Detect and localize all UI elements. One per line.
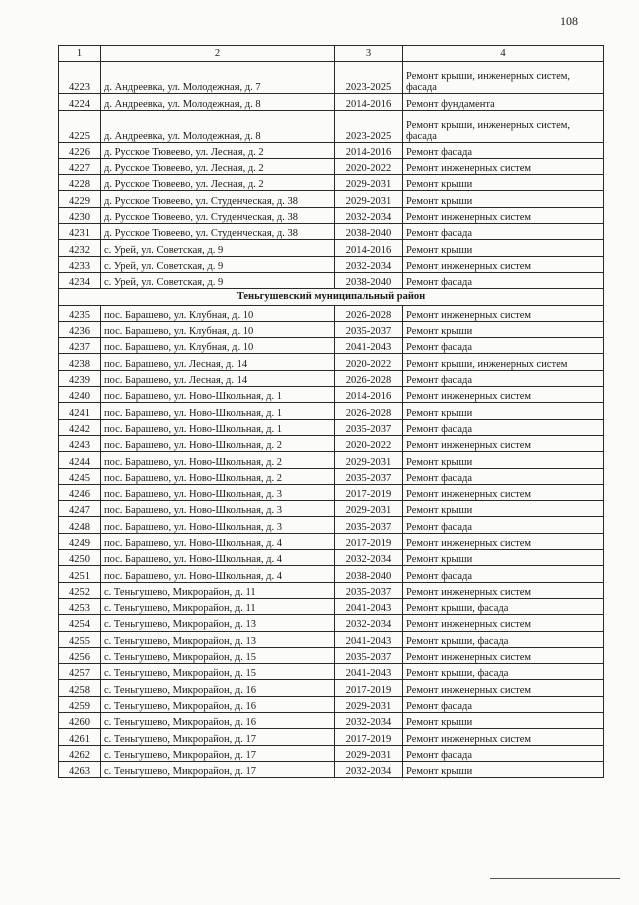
work-type-cell: Ремонт инженерных систем xyxy=(403,387,604,403)
table-row xyxy=(59,435,604,451)
row-number: 4249 xyxy=(59,533,101,549)
address-cell: с. Теньгушево, Микрорайон, д. 11 xyxy=(101,582,335,598)
period-cell: 2032-2034 xyxy=(335,761,403,777)
address-cell: пос. Барашево, ул. Ново-Школьная, д. 4 xyxy=(101,533,335,549)
period-cell: 2041-2043 xyxy=(335,664,403,680)
row-number: 4237 xyxy=(59,338,101,354)
row-number: 4231 xyxy=(59,224,101,240)
address-cell: с. Теньгушево, Микрорайон, д. 17 xyxy=(101,745,335,761)
address-cell: д. Русское Тювеево, ул. Лесная, д. 2 xyxy=(101,158,335,174)
row-number: 4228 xyxy=(59,175,101,191)
work-type-cell: Ремонт фасада xyxy=(403,272,604,288)
address-cell: пос. Барашево, ул. Клубная, д. 10 xyxy=(101,305,335,321)
work-type-cell: Ремонт инженерных систем xyxy=(403,680,604,696)
table-row xyxy=(59,387,604,403)
work-type-cell: Ремонт крыши, инженерных систем xyxy=(403,354,604,370)
work-type-cell: Ремонт крыши xyxy=(403,403,604,419)
work-type-cell: Ремонт инженерных систем xyxy=(403,582,604,598)
period-cell: 2017-2019 xyxy=(335,680,403,696)
page-number: 108 xyxy=(560,14,578,28)
work-type-cell: Ремонт крыши xyxy=(403,191,604,207)
row-number: 4242 xyxy=(59,419,101,435)
period-cell: 2035-2037 xyxy=(335,468,403,484)
table-row xyxy=(59,110,604,142)
work-type-cell: Ремонт фасада xyxy=(403,696,604,712)
work-type-cell: Ремонт инженерных систем xyxy=(403,305,604,321)
table-row xyxy=(59,468,604,484)
table-row xyxy=(59,550,604,566)
period-cell: 2020-2022 xyxy=(335,354,403,370)
row-number: 4245 xyxy=(59,468,101,484)
address-cell: пос. Барашево, ул. Клубная, д. 10 xyxy=(101,321,335,337)
repair-schedule-table xyxy=(58,45,604,778)
row-number: 4246 xyxy=(59,484,101,500)
period-cell: 2035-2037 xyxy=(335,419,403,435)
address-cell: с. Теньгушево, Микрорайон, д. 13 xyxy=(101,615,335,631)
address-cell: д. Русское Тювеево, ул. Студенческая, д. 38 xyxy=(101,191,335,207)
row-number: 4238 xyxy=(59,354,101,370)
table-row xyxy=(59,631,604,647)
row-number: 4227 xyxy=(59,158,101,174)
work-type-cell: Ремонт фасада xyxy=(403,745,604,761)
table-row xyxy=(59,175,604,191)
row-number: 4253 xyxy=(59,598,101,614)
row-number: 4250 xyxy=(59,550,101,566)
address-cell: пос. Барашево, ул. Лесная, д. 14 xyxy=(101,354,335,370)
table-row xyxy=(59,501,604,517)
period-cell: 2026-2028 xyxy=(335,403,403,419)
table-row xyxy=(59,745,604,761)
period-cell: 2023-2025 xyxy=(335,62,403,94)
table-row xyxy=(59,305,604,321)
table-row xyxy=(59,142,604,158)
work-type-cell: Ремонт фундамента xyxy=(403,94,604,110)
address-cell: пос. Барашево, ул. Ново-Школьная, д. 3 xyxy=(101,501,335,517)
row-number: 4236 xyxy=(59,321,101,337)
period-cell: 2014-2016 xyxy=(335,94,403,110)
period-cell: 2029-2031 xyxy=(335,745,403,761)
table-row xyxy=(59,598,604,614)
table-row xyxy=(59,484,604,500)
table-row xyxy=(59,696,604,712)
period-cell: 2029-2031 xyxy=(335,191,403,207)
address-cell: пос. Барашево, ул. Ново-Школьная, д. 4 xyxy=(101,550,335,566)
work-type-cell: Ремонт инженерных систем xyxy=(403,484,604,500)
period-cell: 2029-2031 xyxy=(335,501,403,517)
table-row xyxy=(59,452,604,468)
period-cell: 2014-2016 xyxy=(335,142,403,158)
row-number: 4241 xyxy=(59,403,101,419)
rows-before-district xyxy=(59,62,604,289)
address-cell: пос. Барашево, ул. Ново-Школьная, д. 2 xyxy=(101,452,335,468)
row-number: 4258 xyxy=(59,680,101,696)
address-cell: пос. Барашево, ул. Ново-Школьная, д. 1 xyxy=(101,403,335,419)
work-type-cell: Ремонт фасада xyxy=(403,468,604,484)
column-number: 4 xyxy=(403,46,604,62)
period-cell: 2038-2040 xyxy=(335,566,403,582)
work-type-cell: Ремонт фасада xyxy=(403,224,604,240)
address-cell: с. Урей, ул. Советская, д. 9 xyxy=(101,240,335,256)
table-row xyxy=(59,419,604,435)
row-number: 4233 xyxy=(59,256,101,272)
work-type-cell: Ремонт фасада xyxy=(403,338,604,354)
table-row xyxy=(59,664,604,680)
work-type-cell: Ремонт крыши, инженерных систем, фасада xyxy=(403,62,604,94)
table-row xyxy=(59,256,604,272)
row-number: 4244 xyxy=(59,452,101,468)
period-cell: 2038-2040 xyxy=(335,224,403,240)
rows-after-district xyxy=(59,305,604,778)
table-row xyxy=(59,272,604,288)
address-cell: с. Теньгушево, Микрорайон, д. 15 xyxy=(101,664,335,680)
address-cell: д. Андреевка, ул. Молодежная, д. 8 xyxy=(101,110,335,142)
row-number: 4254 xyxy=(59,615,101,631)
work-type-cell: Ремонт крыши, фасада xyxy=(403,664,604,680)
address-cell: пос. Барашево, ул. Ново-Школьная, д. 2 xyxy=(101,435,335,451)
address-cell: с. Теньгушево, Микрорайон, д. 17 xyxy=(101,761,335,777)
period-cell: 2014-2016 xyxy=(335,240,403,256)
period-cell: 2014-2016 xyxy=(335,387,403,403)
work-type-cell: Ремонт инженерных систем xyxy=(403,435,604,451)
district-heading-row xyxy=(59,289,604,305)
row-number: 4226 xyxy=(59,142,101,158)
period-cell: 2035-2037 xyxy=(335,647,403,663)
row-number: 4256 xyxy=(59,647,101,663)
address-cell: с. Теньгушево, Микрорайон, д. 11 xyxy=(101,598,335,614)
row-number: 4259 xyxy=(59,696,101,712)
period-cell: 2032-2034 xyxy=(335,712,403,728)
address-cell: пос. Барашево, ул. Ново-Школьная, д. 3 xyxy=(101,517,335,533)
period-cell: 2020-2022 xyxy=(335,435,403,451)
address-cell: пос. Барашево, ул. Ново-Школьная, д. 1 xyxy=(101,419,335,435)
work-type-cell: Ремонт крыши xyxy=(403,712,604,728)
address-cell: с. Теньгушево, Микрорайон, д. 17 xyxy=(101,729,335,745)
address-cell: пос. Барашево, ул. Ново-Школьная, д. 3 xyxy=(101,484,335,500)
table-row xyxy=(59,158,604,174)
period-cell: 2035-2037 xyxy=(335,582,403,598)
period-cell: 2029-2031 xyxy=(335,452,403,468)
work-type-cell: Ремонт крыши xyxy=(403,550,604,566)
row-number: 4232 xyxy=(59,240,101,256)
table-row xyxy=(59,191,604,207)
table-row xyxy=(59,321,604,337)
column-number: 2 xyxy=(101,46,335,62)
table-row xyxy=(59,62,604,94)
work-type-cell: Ремонт фасада xyxy=(403,517,604,533)
address-cell: с. Теньгушево, Микрорайон, д. 16 xyxy=(101,696,335,712)
address-cell: с. Теньгушево, Микрорайон, д. 13 xyxy=(101,631,335,647)
period-cell: 2032-2034 xyxy=(335,550,403,566)
period-cell: 2017-2019 xyxy=(335,484,403,500)
period-cell: 2041-2043 xyxy=(335,338,403,354)
work-type-cell: Ремонт крыши xyxy=(403,321,604,337)
address-cell: д. Русское Тювеево, ул. Студенческая, д. 38 xyxy=(101,224,335,240)
row-number: 4230 xyxy=(59,207,101,223)
row-number: 4252 xyxy=(59,582,101,598)
period-cell: 2041-2043 xyxy=(335,631,403,647)
address-cell: с. Урей, ул. Советская, д. 9 xyxy=(101,256,335,272)
table-row xyxy=(59,207,604,223)
period-cell: 2038-2040 xyxy=(335,272,403,288)
table-row xyxy=(59,370,604,386)
address-cell: пос. Барашево, ул. Лесная, д. 14 xyxy=(101,370,335,386)
work-type-cell: Ремонт инженерных систем xyxy=(403,729,604,745)
row-number: 4251 xyxy=(59,566,101,582)
address-cell: д. Андреевка, ул. Молодежная, д. 8 xyxy=(101,94,335,110)
period-cell: 2035-2037 xyxy=(335,321,403,337)
work-type-cell: Ремонт инженерных систем xyxy=(403,533,604,549)
table-row xyxy=(59,615,604,631)
row-number: 4248 xyxy=(59,517,101,533)
table-row xyxy=(59,517,604,533)
period-cell: 2017-2019 xyxy=(335,533,403,549)
row-number: 4261 xyxy=(59,729,101,745)
period-cell: 2032-2034 xyxy=(335,615,403,631)
work-type-cell: Ремонт крыши xyxy=(403,240,604,256)
row-number: 4243 xyxy=(59,435,101,451)
work-type-cell: Ремонт фасада xyxy=(403,419,604,435)
row-number: 4247 xyxy=(59,501,101,517)
table-row xyxy=(59,680,604,696)
row-number: 4262 xyxy=(59,745,101,761)
table-row xyxy=(59,712,604,728)
address-cell: пос. Барашево, ул. Ново-Школьная, д. 2 xyxy=(101,468,335,484)
work-type-cell: Ремонт фасада xyxy=(403,142,604,158)
work-type-cell: Ремонт крыши xyxy=(403,501,604,517)
column-number-row xyxy=(59,46,604,62)
table-row xyxy=(59,403,604,419)
work-type-cell: Ремонт крыши xyxy=(403,175,604,191)
row-number: 4239 xyxy=(59,370,101,386)
row-number: 4255 xyxy=(59,631,101,647)
work-type-cell: Ремонт фасада xyxy=(403,370,604,386)
address-cell: с. Теньгушево, Микрорайон, д. 16 xyxy=(101,680,335,696)
table-row xyxy=(59,761,604,777)
work-type-cell: Ремонт крыши xyxy=(403,452,604,468)
address-cell: с. Теньгушево, Микрорайон, д. 15 xyxy=(101,647,335,663)
district-heading: Теньгушевский муниципальный район xyxy=(59,289,604,305)
address-cell: с. Теньгушево, Микрорайон, д. 16 xyxy=(101,712,335,728)
period-cell: 2032-2034 xyxy=(335,256,403,272)
column-number: 3 xyxy=(335,46,403,62)
table-row xyxy=(59,729,604,745)
address-cell: с. Урей, ул. Советская, д. 9 xyxy=(101,272,335,288)
address-cell: д. Андреевка, ул. Молодежная, д. 7 xyxy=(101,62,335,94)
period-cell: 2041-2043 xyxy=(335,598,403,614)
table-row xyxy=(59,354,604,370)
table-row xyxy=(59,566,604,582)
work-type-cell: Ремонт крыши, фасада xyxy=(403,598,604,614)
work-type-cell: Ремонт крыши, инженерных систем, фасада xyxy=(403,110,604,142)
table-row xyxy=(59,240,604,256)
period-cell: 2020-2022 xyxy=(335,158,403,174)
period-cell: 2023-2025 xyxy=(335,110,403,142)
row-number: 4263 xyxy=(59,761,101,777)
period-cell: 2029-2031 xyxy=(335,696,403,712)
page-edge-line xyxy=(490,878,620,879)
address-cell: д. Русское Тювеево, ул. Студенческая, д. 38 xyxy=(101,207,335,223)
work-type-cell: Ремонт инженерных систем xyxy=(403,615,604,631)
period-cell: 2029-2031 xyxy=(335,175,403,191)
work-type-cell: Ремонт инженерных систем xyxy=(403,256,604,272)
work-type-cell: Ремонт крыши xyxy=(403,761,604,777)
table-row xyxy=(59,338,604,354)
work-type-cell: Ремонт крыши, фасада xyxy=(403,631,604,647)
address-cell: д. Русское Тювеево, ул. Лесная, д. 2 xyxy=(101,142,335,158)
row-number: 4240 xyxy=(59,387,101,403)
period-cell: 2017-2019 xyxy=(335,729,403,745)
table-row xyxy=(59,224,604,240)
row-number: 4224 xyxy=(59,94,101,110)
table-row xyxy=(59,94,604,110)
row-number: 4235 xyxy=(59,305,101,321)
address-cell: д. Русское Тювеево, ул. Лесная, д. 2 xyxy=(101,175,335,191)
work-type-cell: Ремонт инженерных систем xyxy=(403,207,604,223)
work-type-cell: Ремонт фасада xyxy=(403,566,604,582)
row-number: 4260 xyxy=(59,712,101,728)
work-type-cell: Ремонт инженерных систем xyxy=(403,158,604,174)
table-row xyxy=(59,582,604,598)
period-cell: 2035-2037 xyxy=(335,517,403,533)
row-number: 4225 xyxy=(59,110,101,142)
row-number: 4229 xyxy=(59,191,101,207)
period-cell: 2026-2028 xyxy=(335,305,403,321)
work-type-cell: Ремонт инженерных систем xyxy=(403,647,604,663)
row-number: 4223 xyxy=(59,62,101,94)
period-cell: 2032-2034 xyxy=(335,207,403,223)
address-cell: пос. Барашево, ул. Ново-Школьная, д. 4 xyxy=(101,566,335,582)
table-row xyxy=(59,533,604,549)
row-number: 4234 xyxy=(59,272,101,288)
period-cell: 2026-2028 xyxy=(335,370,403,386)
address-cell: пос. Барашево, ул. Клубная, д. 10 xyxy=(101,338,335,354)
address-cell: пос. Барашево, ул. Ново-Школьная, д. 1 xyxy=(101,387,335,403)
table-row xyxy=(59,647,604,663)
row-number: 4257 xyxy=(59,664,101,680)
column-number: 1 xyxy=(59,46,101,62)
